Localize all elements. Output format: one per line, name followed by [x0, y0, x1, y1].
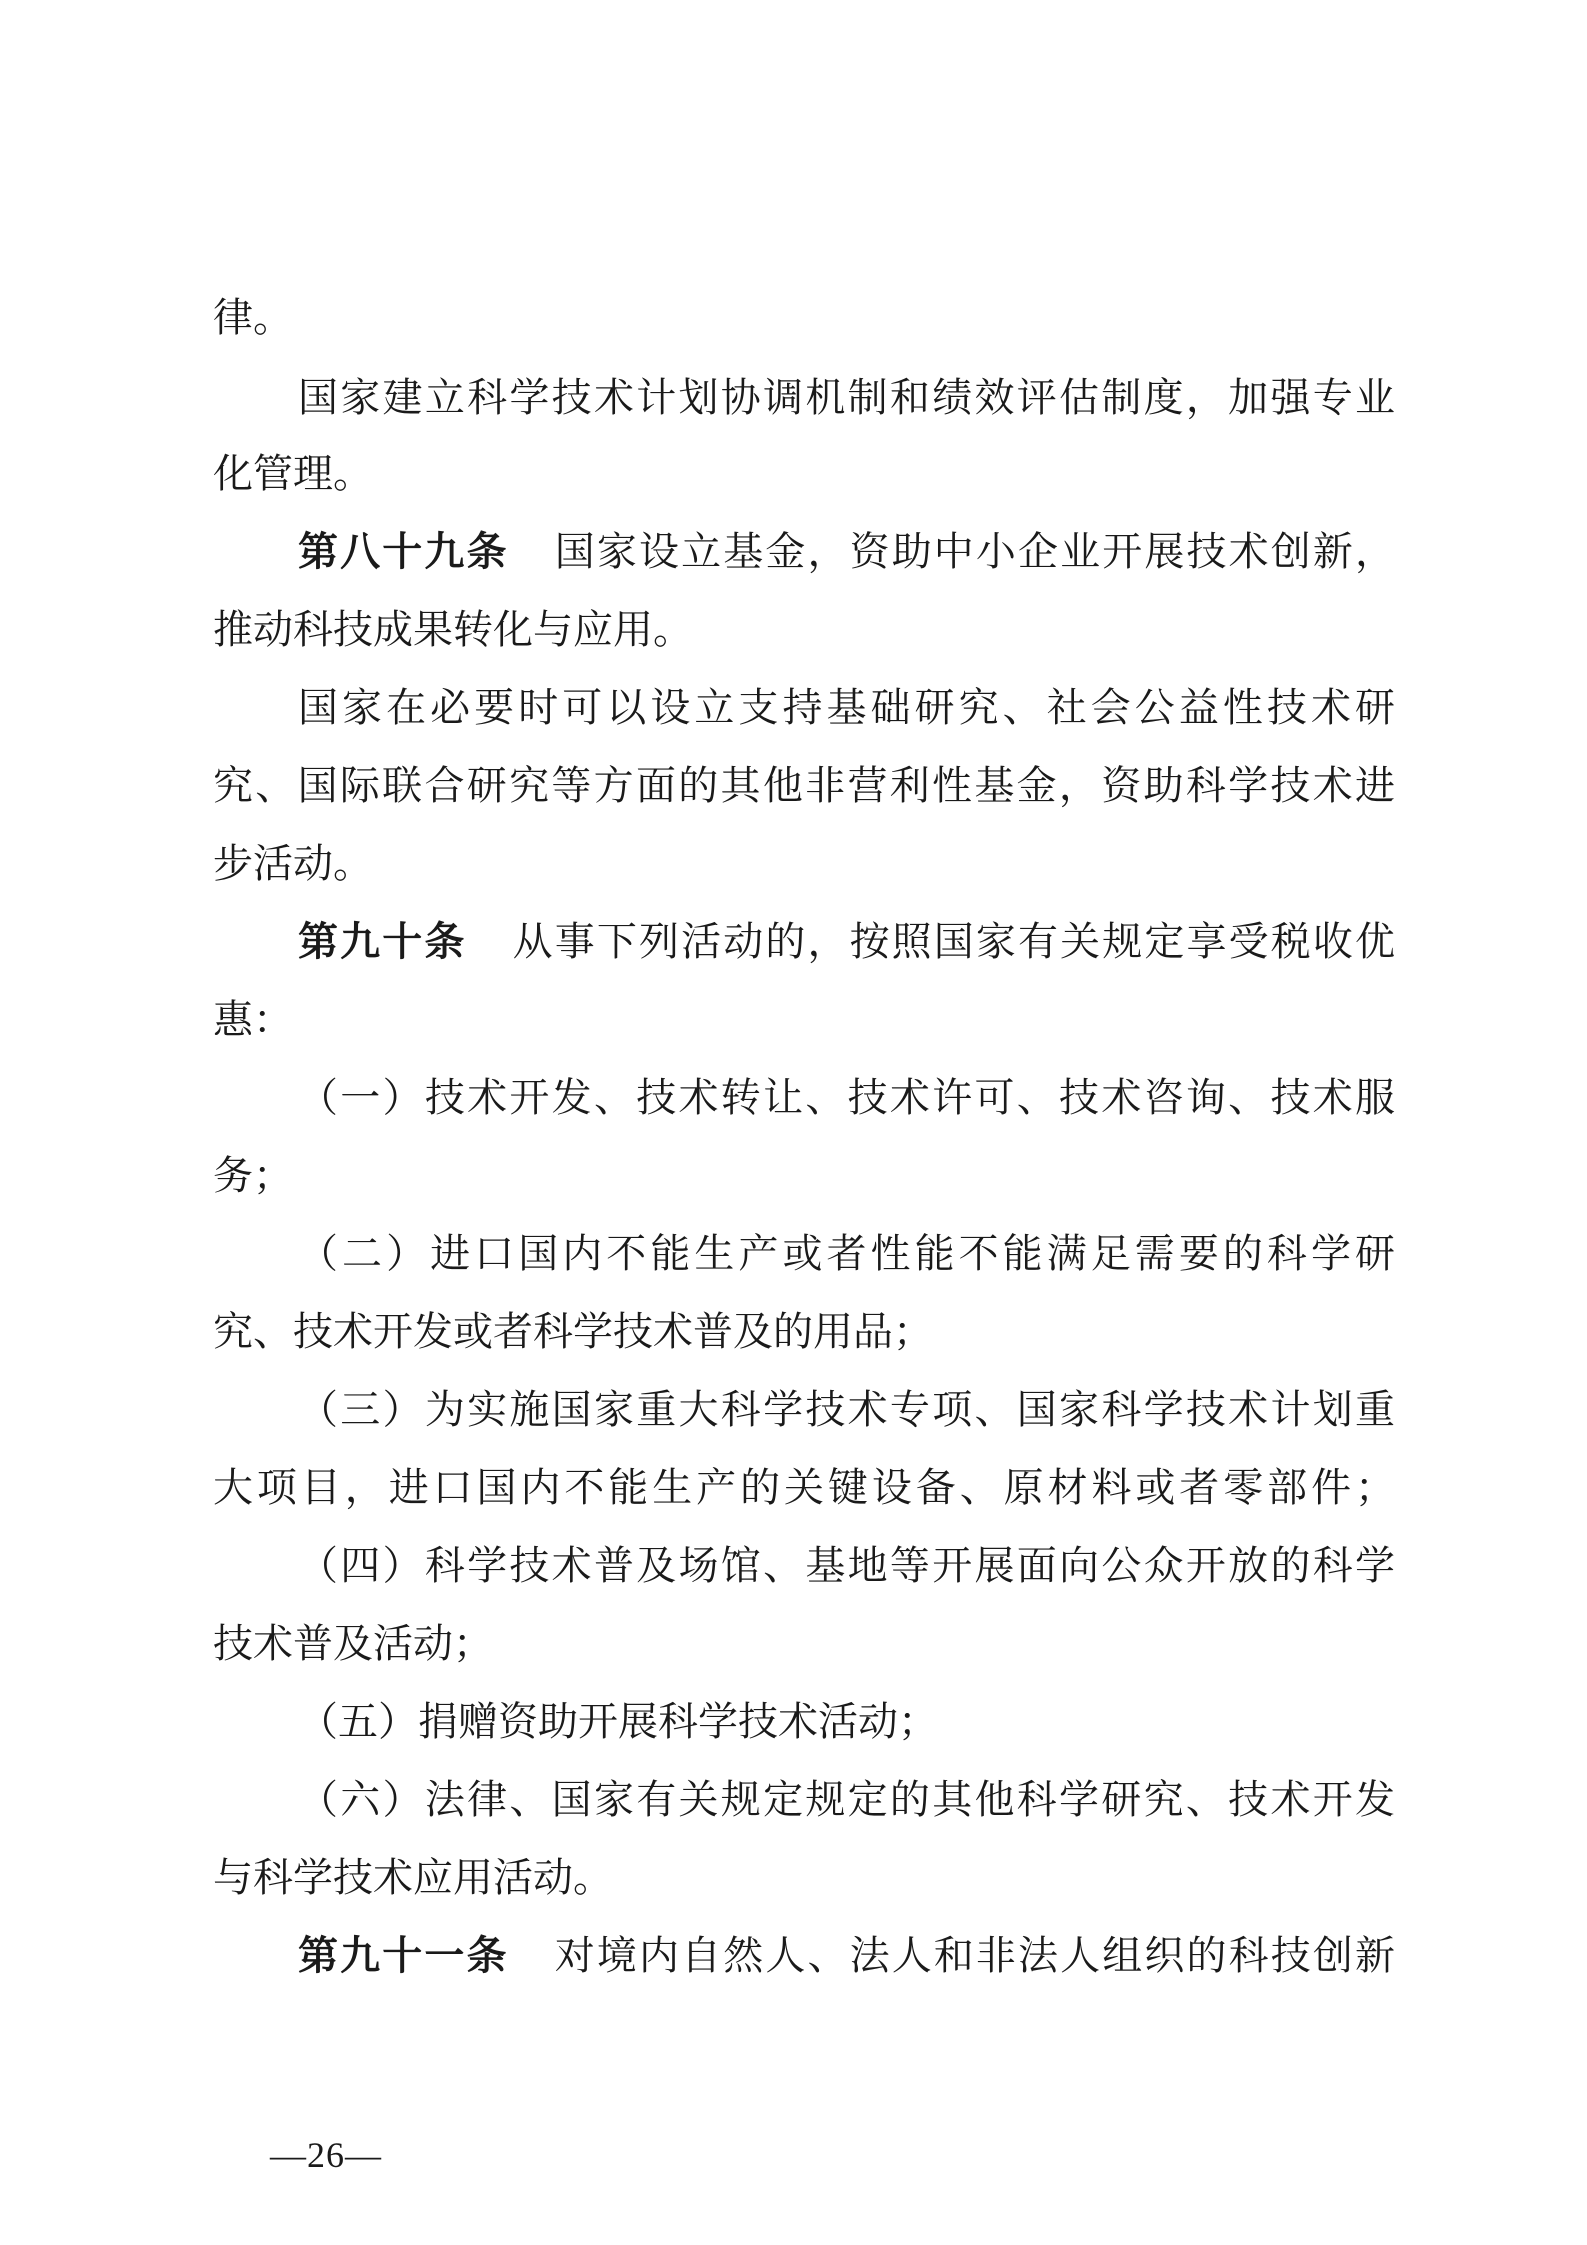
text-line: 推动科技成果转化与应用。: [213, 607, 693, 653]
text-line: 步活动。: [213, 841, 373, 887]
text-line: 大项目，进口国内不能生产的关键设备、原材料或者零部件；: [213, 1465, 1395, 1511]
article-90-line: [298, 912, 1395, 972]
article-89-text: 国家设立基金，资助中小企业开展技术创新，: [552, 529, 1395, 575]
list-item-line: （六）法律、国家有关规定规定的其他科学研究、技术开发: [298, 1777, 1395, 1823]
text-line: 国家在必要时可以设立支持基础研究、社会公益性技术研: [298, 685, 1395, 731]
text-line: 惠：: [213, 997, 293, 1043]
article-89-line: [298, 522, 1395, 582]
article-91-line: [298, 1926, 1395, 1986]
list-item-line: （五）捐赠资助开展科学技术活动；: [298, 1699, 938, 1745]
text-line: 化管理。: [213, 451, 373, 497]
article-heading-91: 第九十一条: [298, 1933, 509, 1979]
text-line: 究、技术开发或者科学技术普及的用品；: [213, 1309, 933, 1355]
text-line: 务；: [213, 1153, 293, 1199]
text-line: 国家建立科学技术计划协调机制和绩效评估制度，加强专业: [298, 375, 1395, 421]
text-line: 技术普及活动；: [213, 1621, 493, 1667]
article-91-text: 对境内自然人、法人和非法人组织的科技创新: [552, 1933, 1395, 1979]
text-line: 与科学技术应用活动。: [213, 1855, 613, 1901]
text-line: 究、国际联合研究等方面的其他非营利性基金，资助科学技术进: [213, 763, 1395, 809]
text-line: 律。: [213, 295, 293, 341]
article-90-text: 从事下列活动的，按照国家有关规定享受税收优: [510, 919, 1395, 965]
list-item-line: （三）为实施国家重大科学技术专项、国家科学技术计划重: [298, 1387, 1395, 1433]
article-heading-89: 第八十九条: [298, 529, 509, 575]
list-item-line: （一）技术开发、技术转让、技术许可、技术咨询、技术服: [298, 1075, 1395, 1121]
article-heading-90: 第九十条: [298, 919, 467, 965]
list-item-line: （二）进口国内不能生产或者性能不能满足需要的科学研: [298, 1231, 1395, 1277]
page-number: —26—: [270, 2135, 382, 2175]
list-item-line: （四）科学技术普及场馆、基地等开展面向公众开放的科学: [298, 1543, 1395, 1589]
